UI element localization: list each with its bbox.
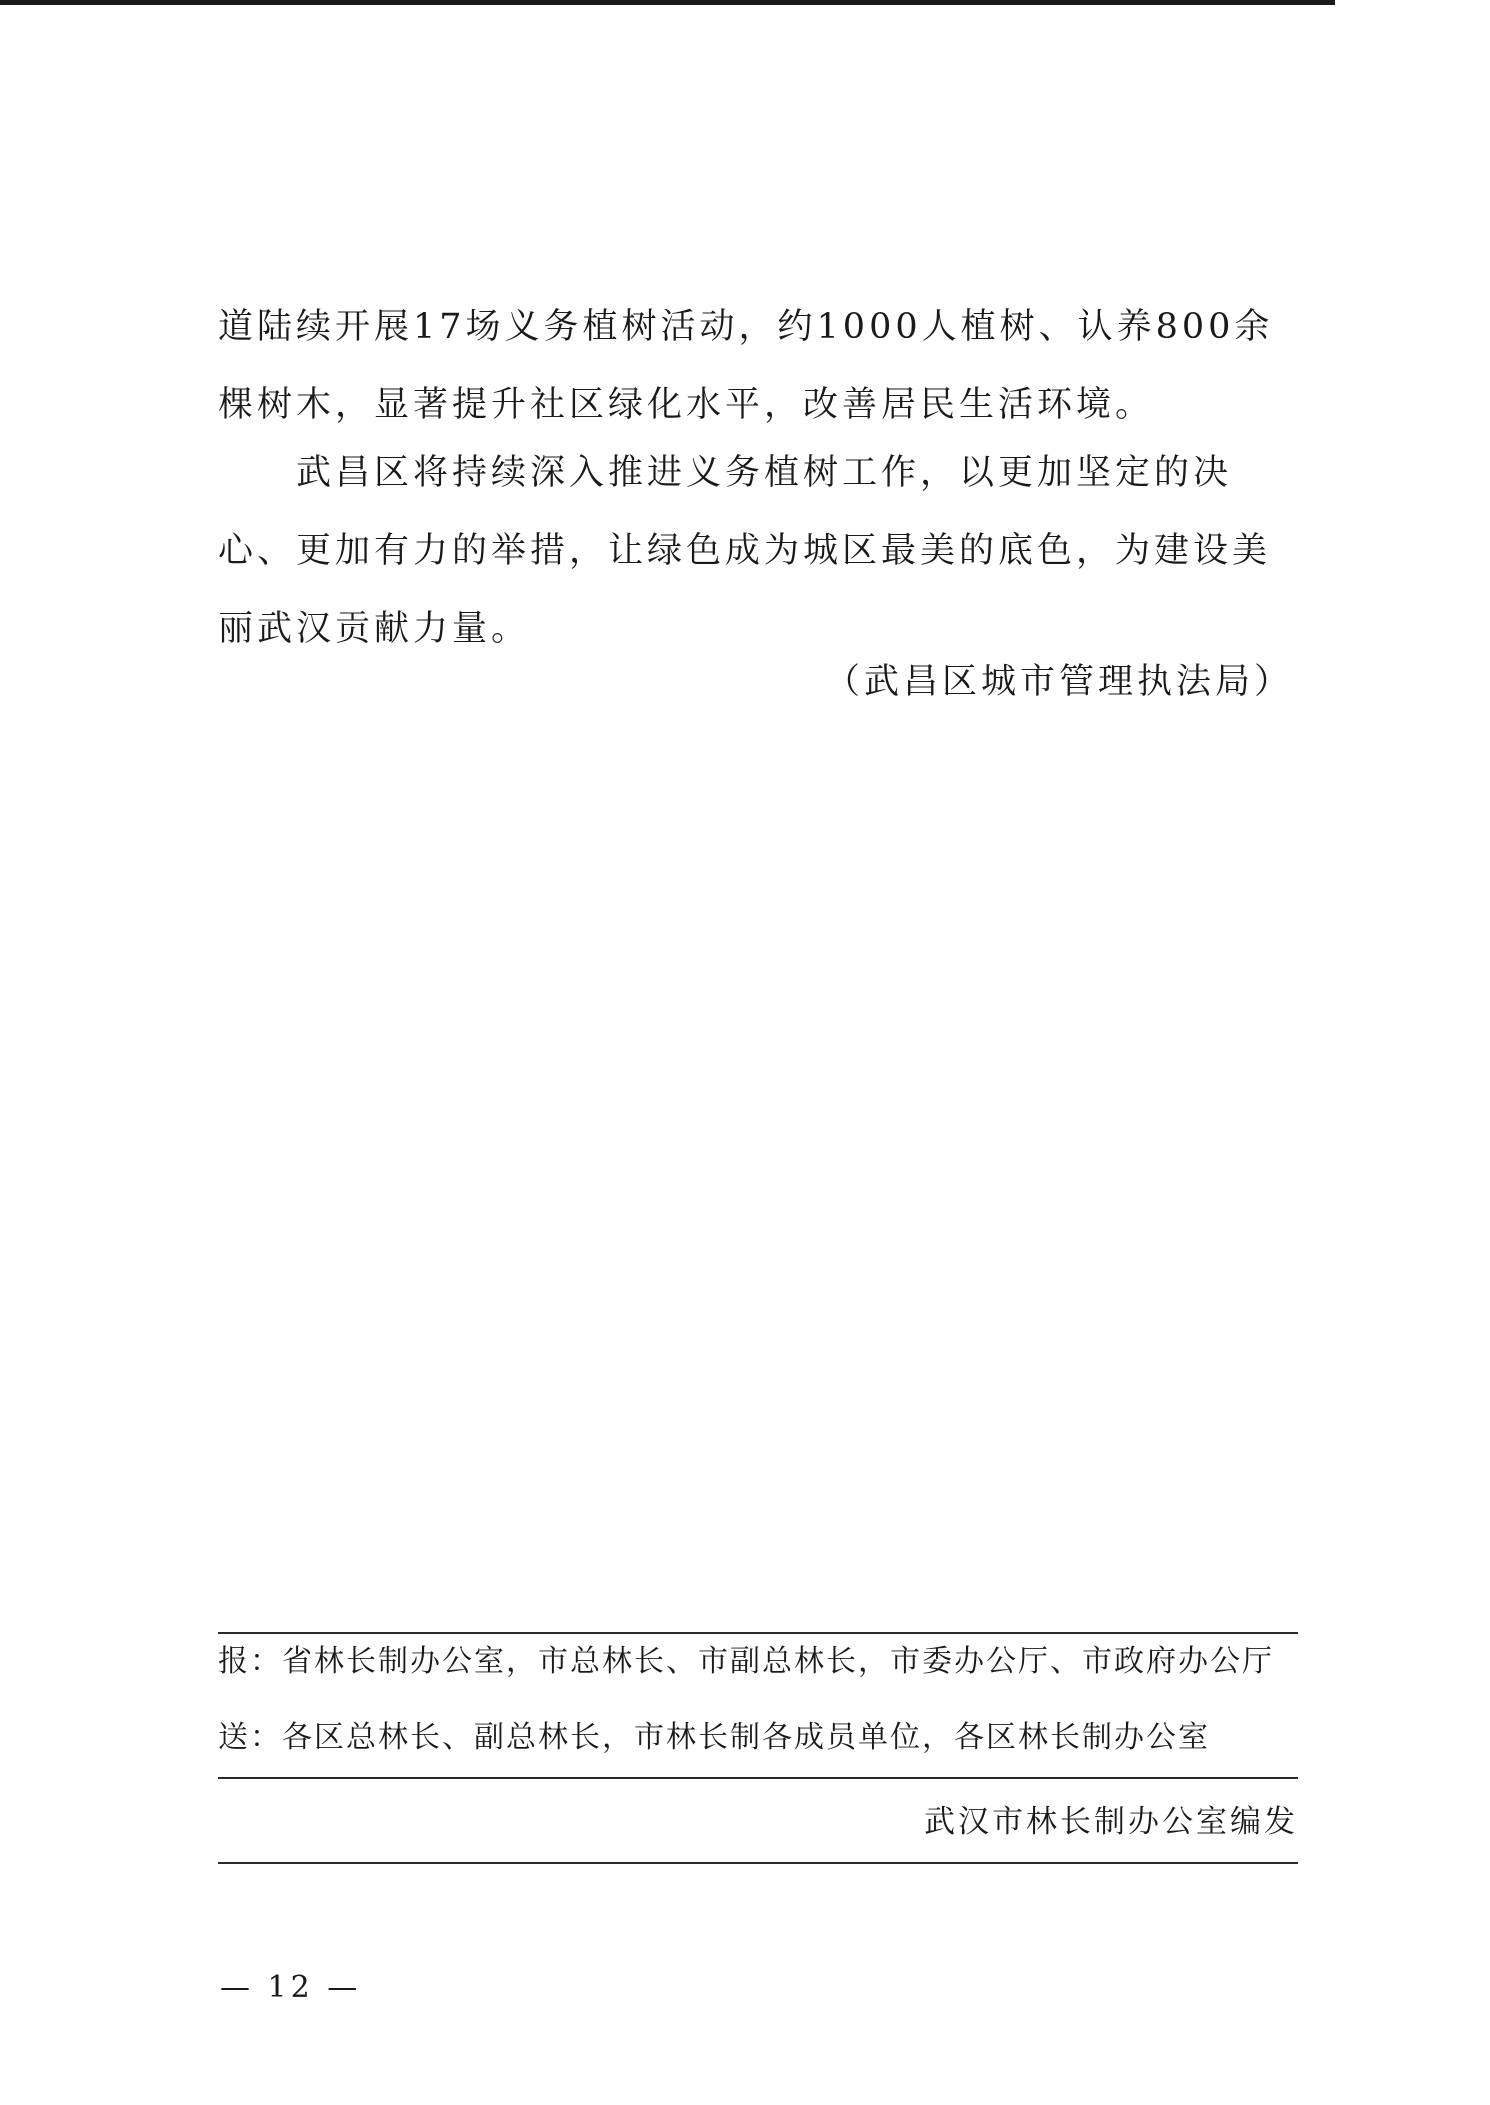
send-recipients: 各区总林长、副总林长，市林长制各成员单位，各区林长制办公室 (282, 1720, 1210, 1755)
report-label: 报： (218, 1644, 282, 1679)
issuer-line: 武汉市林长制办公室编发 (924, 1804, 1298, 1840)
send-label: 送： (218, 1720, 282, 1755)
body-paragraph-1: 道陆续开展17场义务植树活动，约1000人植树、认养800余棵树木，显著提升社区绿化水平，改善居民生活环境。 (218, 307, 1274, 425)
report-recipients: 省林长制办公室，市总林长、市副总林长，市委办公厅、市政府办公厅 (282, 1644, 1274, 1679)
distribution-bottom-rule (218, 1862, 1298, 1864)
body-paragraph-2: 武昌区将持续深入推进义务植树工作，以更加坚定的决心、更加有力的举措，让绿色成为城区最美的底色，为建设美丽武汉贡献力量。 (218, 453, 1272, 649)
author-signature: （武昌区城市管理执法局） (824, 662, 1293, 702)
page-number: — 12 — (220, 1970, 362, 2005)
distribution-middle-rule (218, 1777, 1298, 1779)
header-rule (0, 0, 1335, 5)
distribution-top-rule (218, 1632, 1298, 1634)
send-to-row (218, 1713, 1298, 1763)
report-to-row (218, 1637, 1298, 1687)
